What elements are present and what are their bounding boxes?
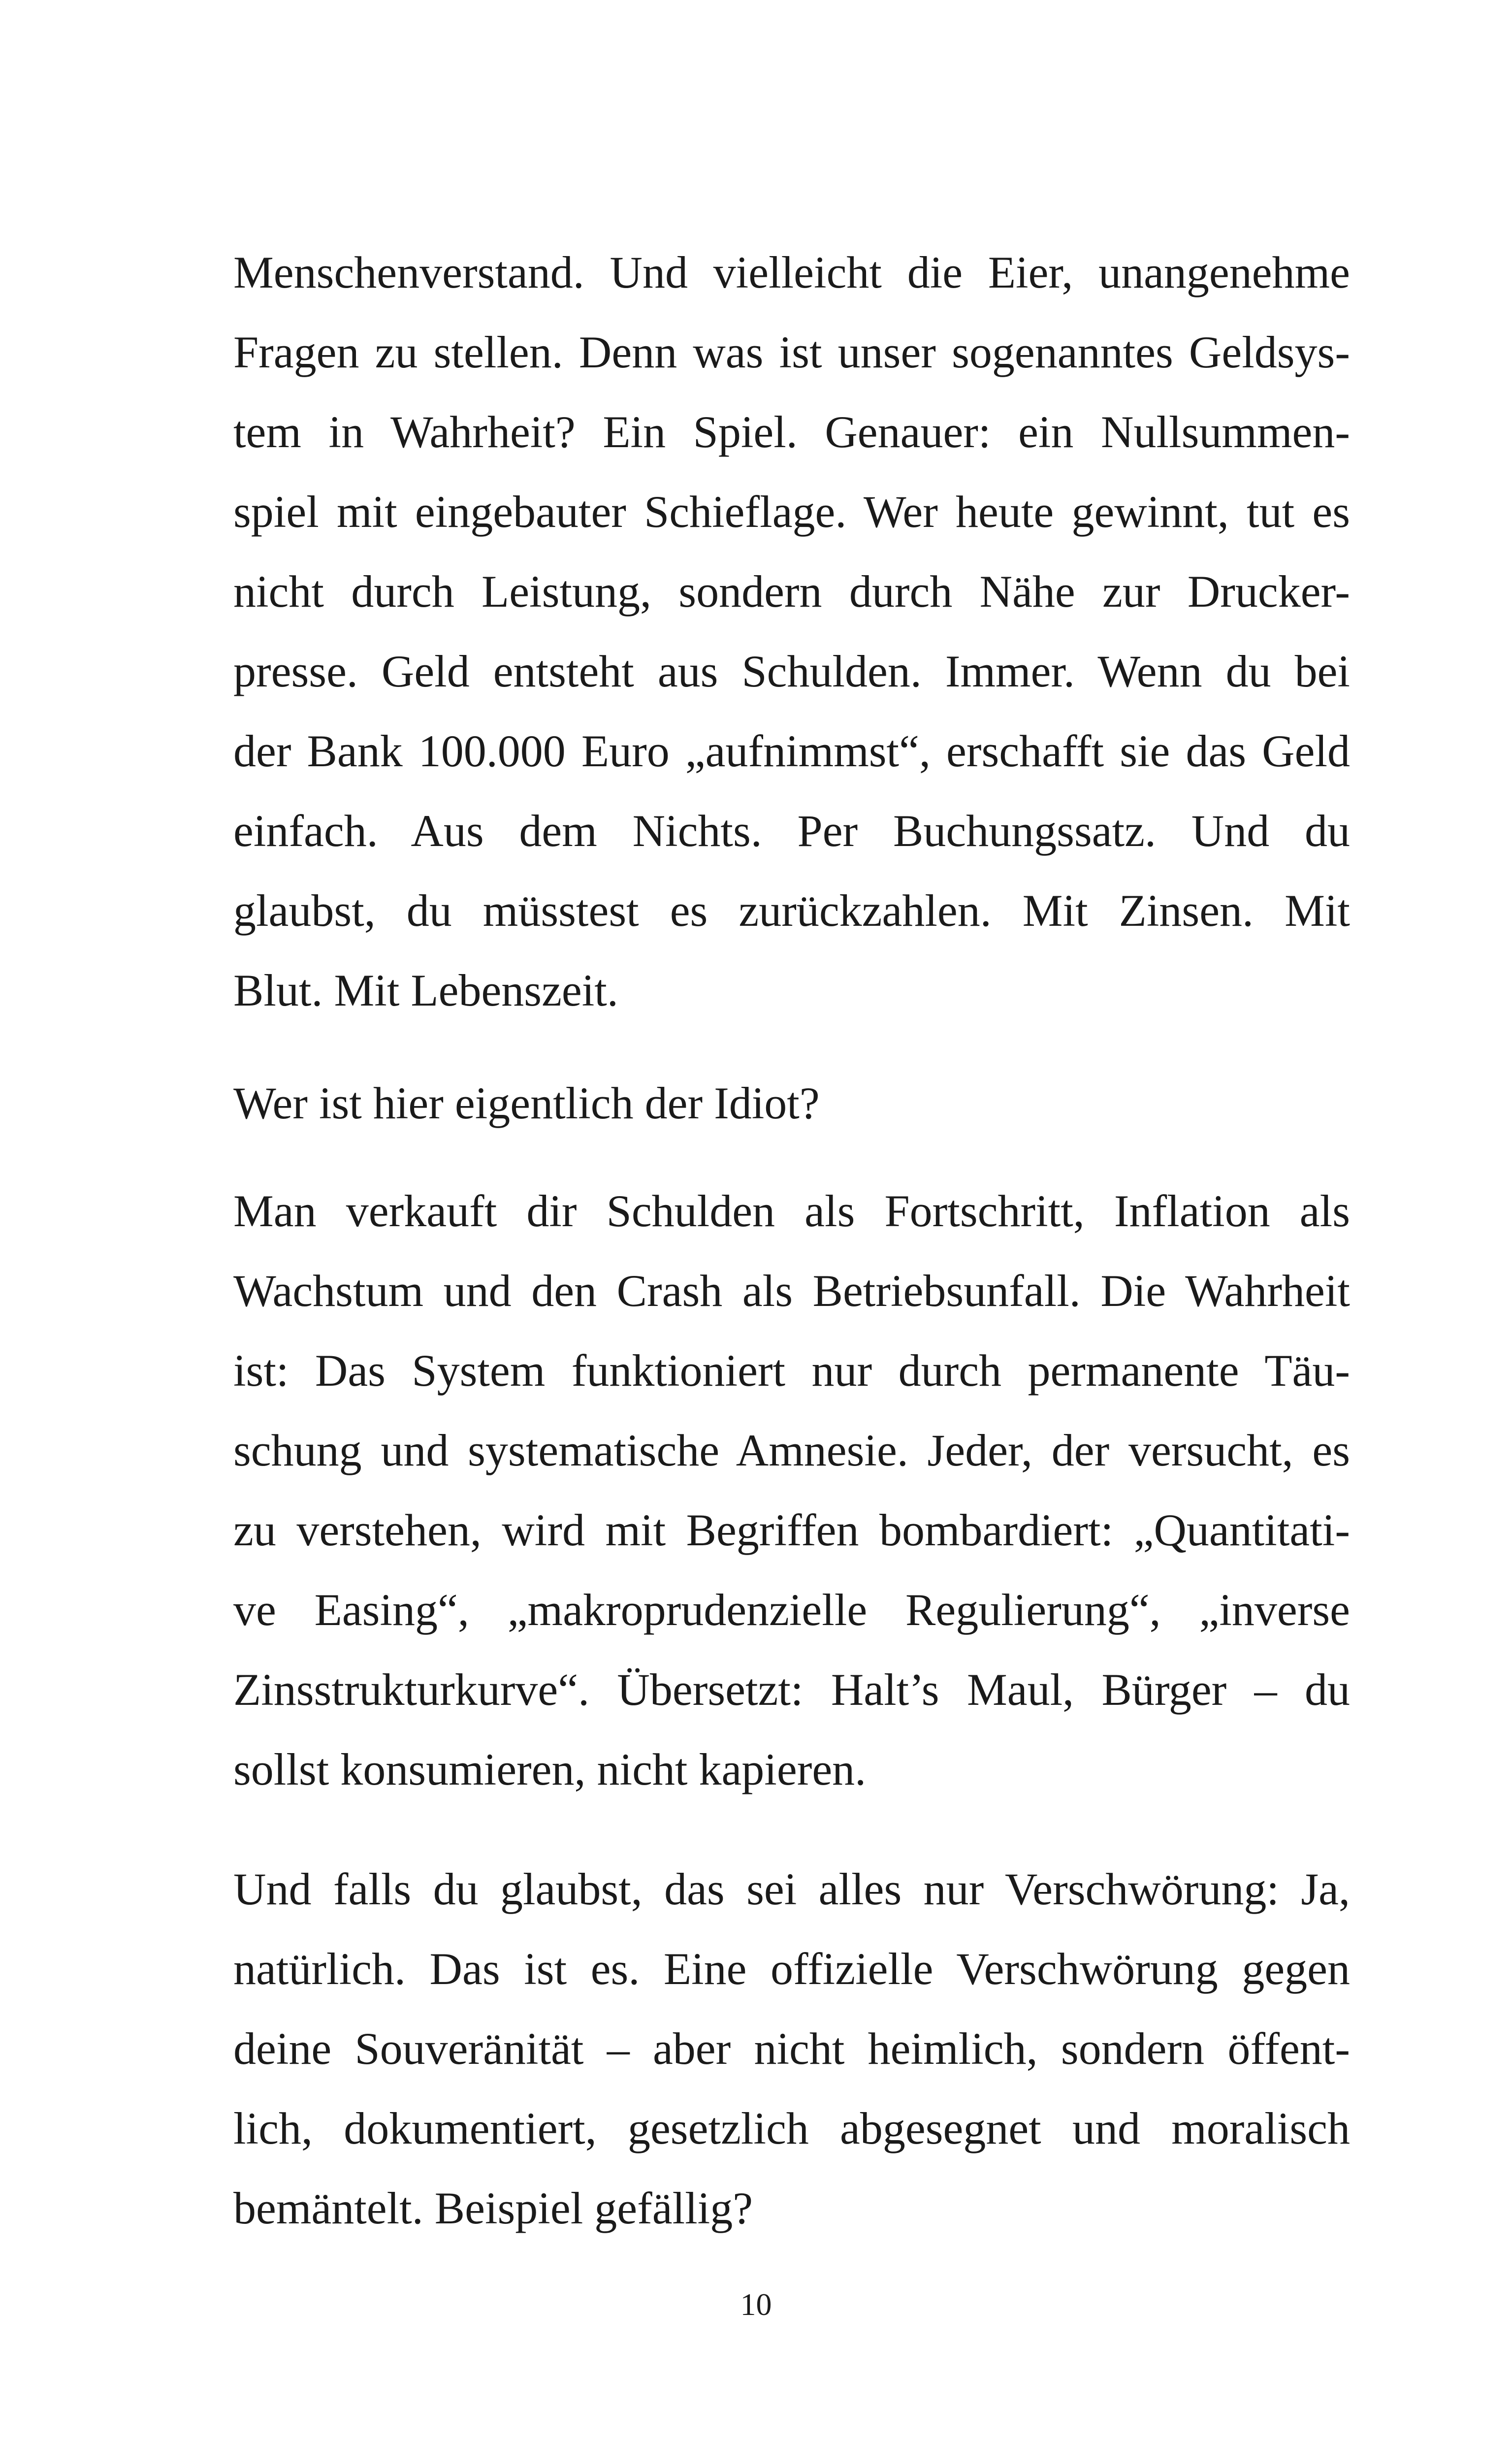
text-line: Wer ist hier eigentlich der Idiot? xyxy=(233,1078,820,1128)
text-line: sollst konsumieren, nicht kapieren. xyxy=(233,1744,867,1794)
text-line: tem in Wahrheit? Ein Spiel. Genauer: ein Nullsummen- xyxy=(233,407,1350,457)
text-line: nicht durch Leistung, sondern durch Nähe zur Drucker- xyxy=(233,566,1350,617)
text-line: Blut. Mit Lebenszeit. xyxy=(233,965,618,1015)
text-line: Fragen zu stellen. Denn was ist unser sogenanntes Geldsys- xyxy=(233,327,1350,377)
paragraph-3 xyxy=(233,1171,1350,1809)
text-line: bemäntelt. Beispiel gefällig? xyxy=(233,2183,753,2233)
text-line: Zinsstrukturkurve“. Übersetzt: Halt’s Maul, Bürger – du xyxy=(233,1664,1350,1715)
paragraph-4 xyxy=(233,1849,1350,2248)
paragraph-1 xyxy=(233,232,1350,1030)
text-line: Wachstum und den Crash als Betriebsunfall. Die Wahrheit xyxy=(233,1266,1350,1316)
text-line: einfach. Aus dem Nichts. Per Buchungssatz. Und du xyxy=(233,806,1350,856)
text-line: deine Souveränität – aber nicht heimlich, sondern öffent- xyxy=(233,2023,1350,2074)
text-line: ist: Das System funktioniert nur durch permanente Täu- xyxy=(233,1345,1350,1396)
text-line: presse. Geld entsteht aus Schulden. Immer. Wenn du bei xyxy=(233,646,1350,696)
text-line: Man verkauft dir Schulden als Fortschritt, Inflation als xyxy=(233,1186,1350,1236)
page-number: 10 xyxy=(740,2287,772,2322)
text-line: Menschenverstand. Und vielleicht die Eier, unangenehme xyxy=(233,247,1350,297)
text-line: Und falls du glaubst, das sei alles nur Verschwörung: Ja, xyxy=(233,1864,1350,1914)
text-line: glaubst, du müsstest es zurückzahlen. Mit Zinsen. Mit xyxy=(233,885,1350,936)
text-line: natürlich. Das ist es. Eine offizielle Verschwörung gegen xyxy=(233,1944,1350,1994)
text-line: schung und systematische Amnesie. Jeder, der versucht, es xyxy=(233,1425,1350,1475)
text-line: ve Easing“, „makroprudenzielle Regulierung“, „inverse xyxy=(233,1585,1350,1635)
text-line: lich, dokumentiert, gesetzlich abgesegnet und moralisch xyxy=(233,2103,1350,2153)
text-line: spiel mit eingebauter Schieflage. Wer heute gewinnt, tut es xyxy=(233,487,1350,537)
text-line: der Bank 100.000 Euro „aufnimmst“, erschafft sie das Geld xyxy=(233,726,1350,776)
paragraph-2 xyxy=(233,1063,1350,1143)
text-line: zu verstehen, wird mit Begriffen bombardiert: „Quantitati- xyxy=(233,1505,1350,1555)
